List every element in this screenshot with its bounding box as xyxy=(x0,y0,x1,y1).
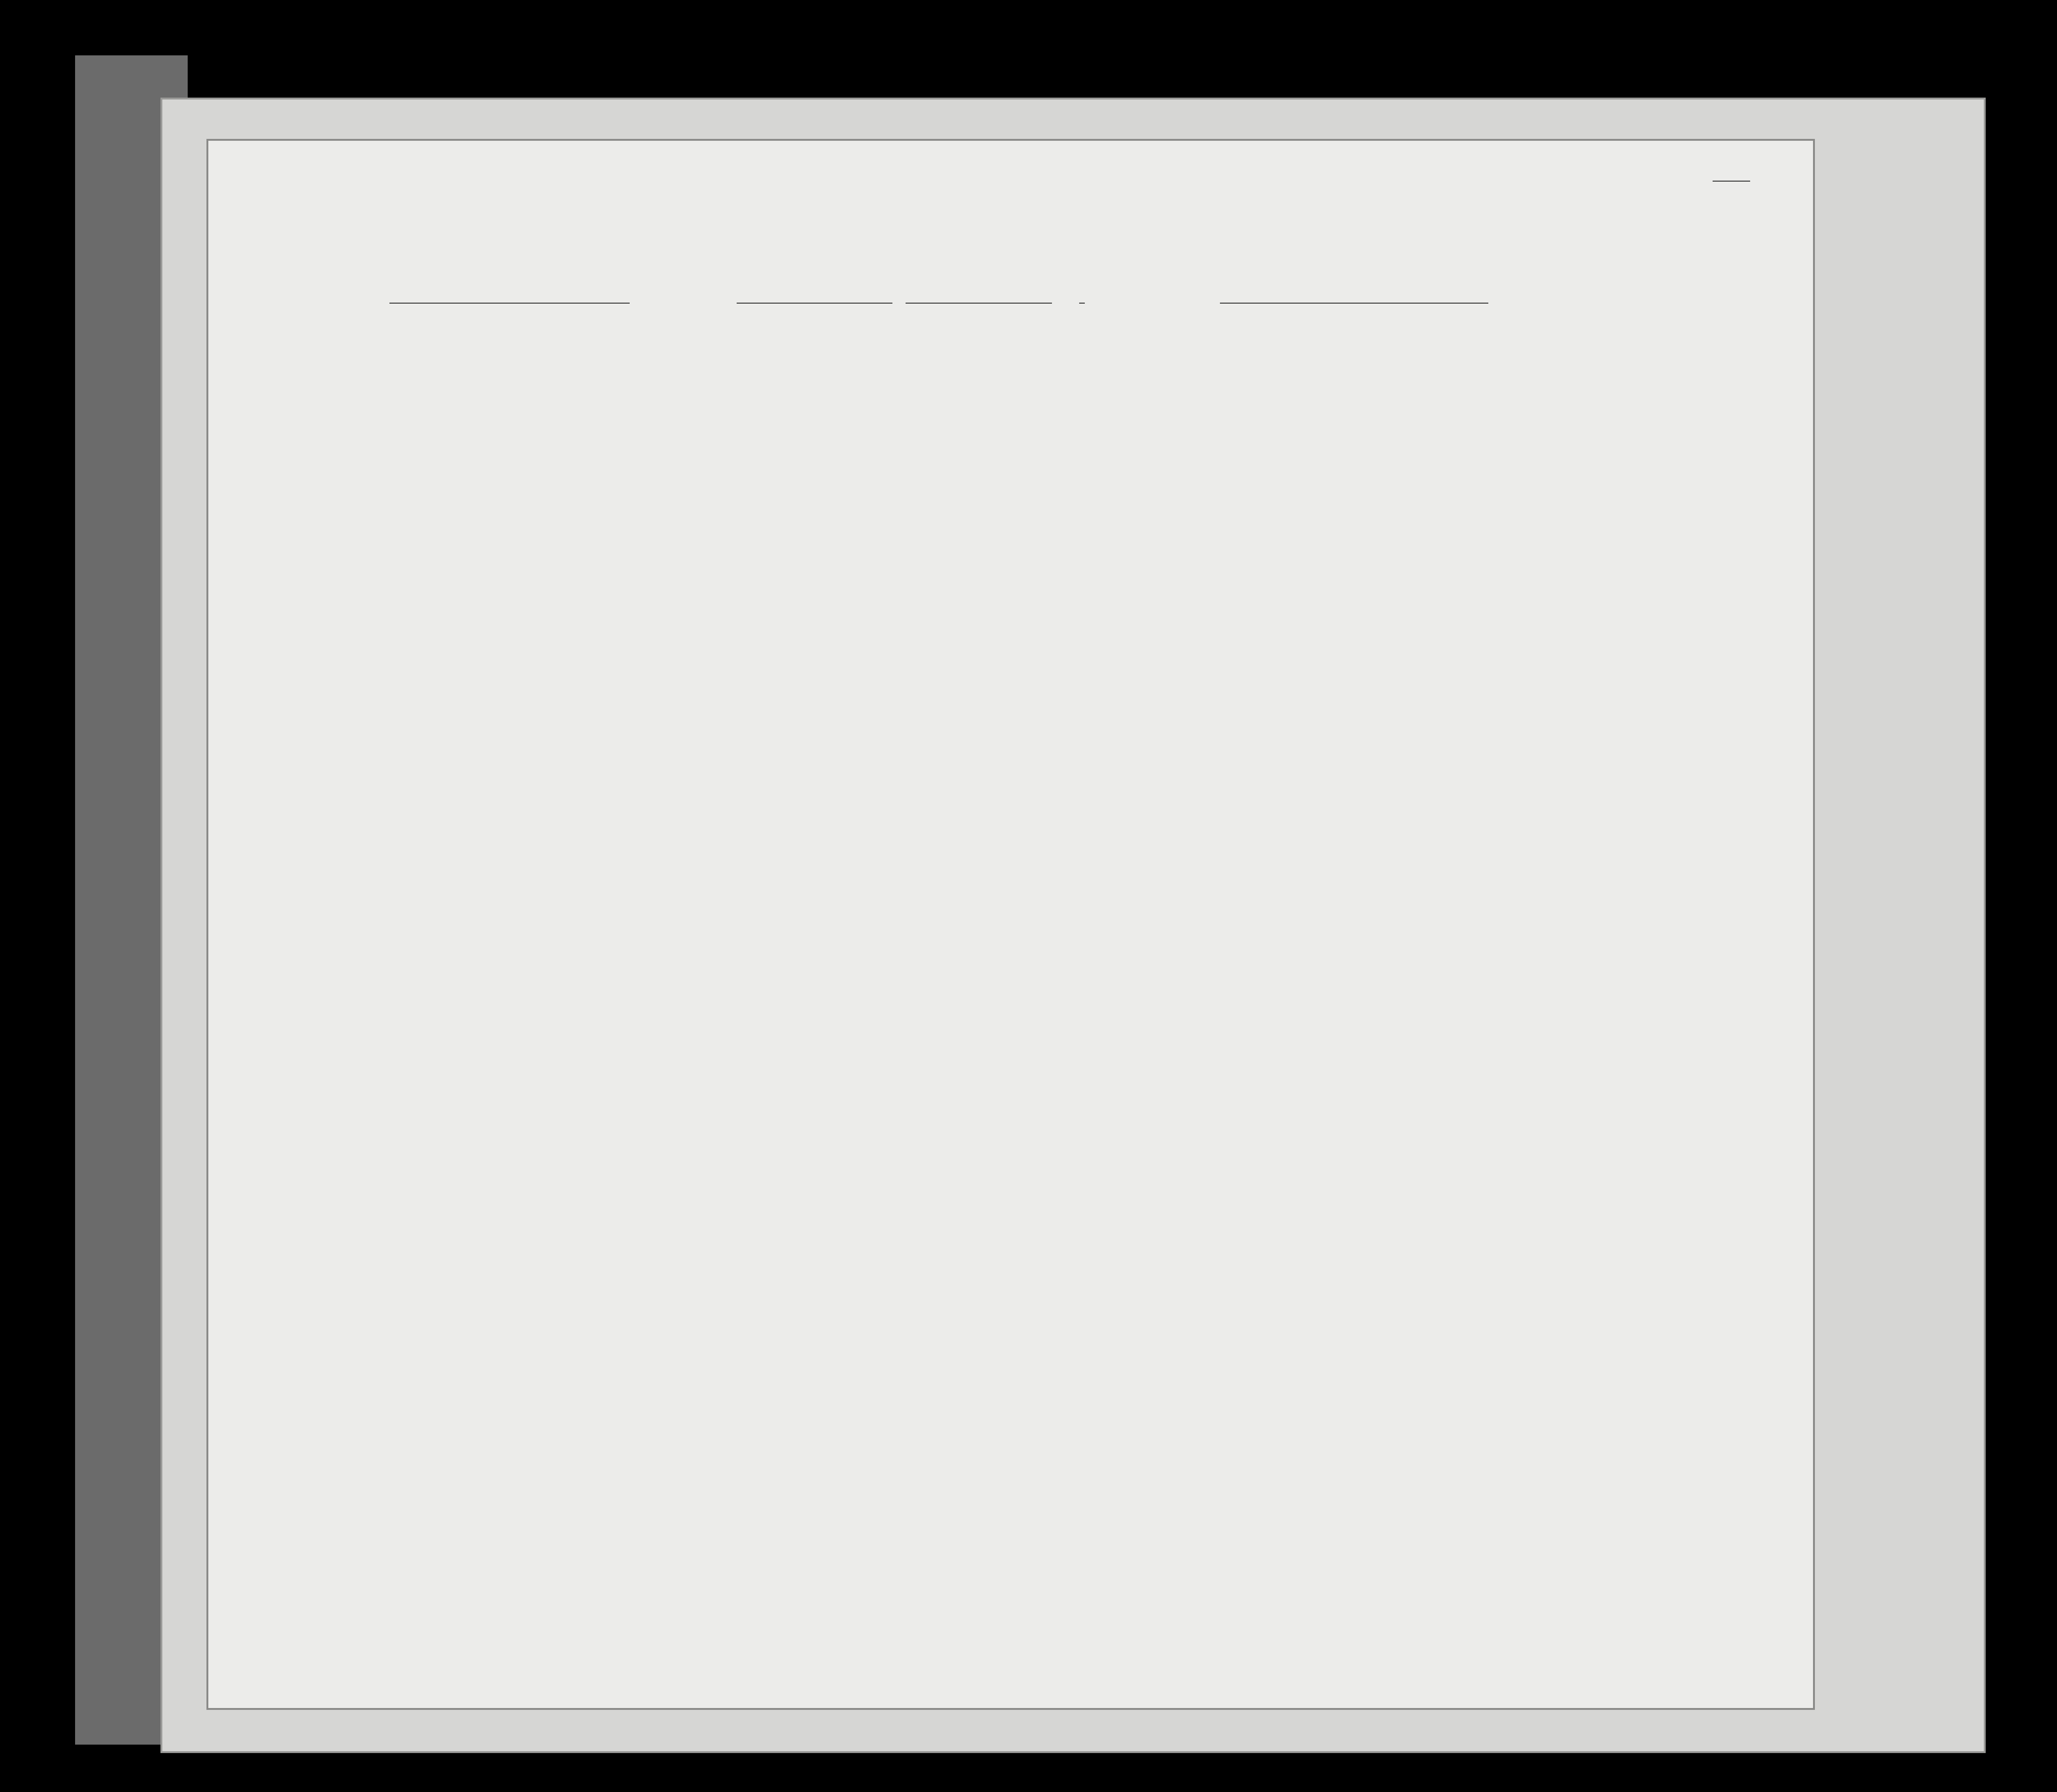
sheet-value xyxy=(1713,181,1750,182)
from-port xyxy=(1220,303,1488,304)
vessel-name xyxy=(389,303,630,304)
vessel-row xyxy=(338,303,1745,326)
arriving-port xyxy=(737,303,892,304)
arrival-year xyxy=(1079,303,1085,304)
manifest-page xyxy=(206,139,1815,1710)
arrival-date xyxy=(906,303,1052,304)
